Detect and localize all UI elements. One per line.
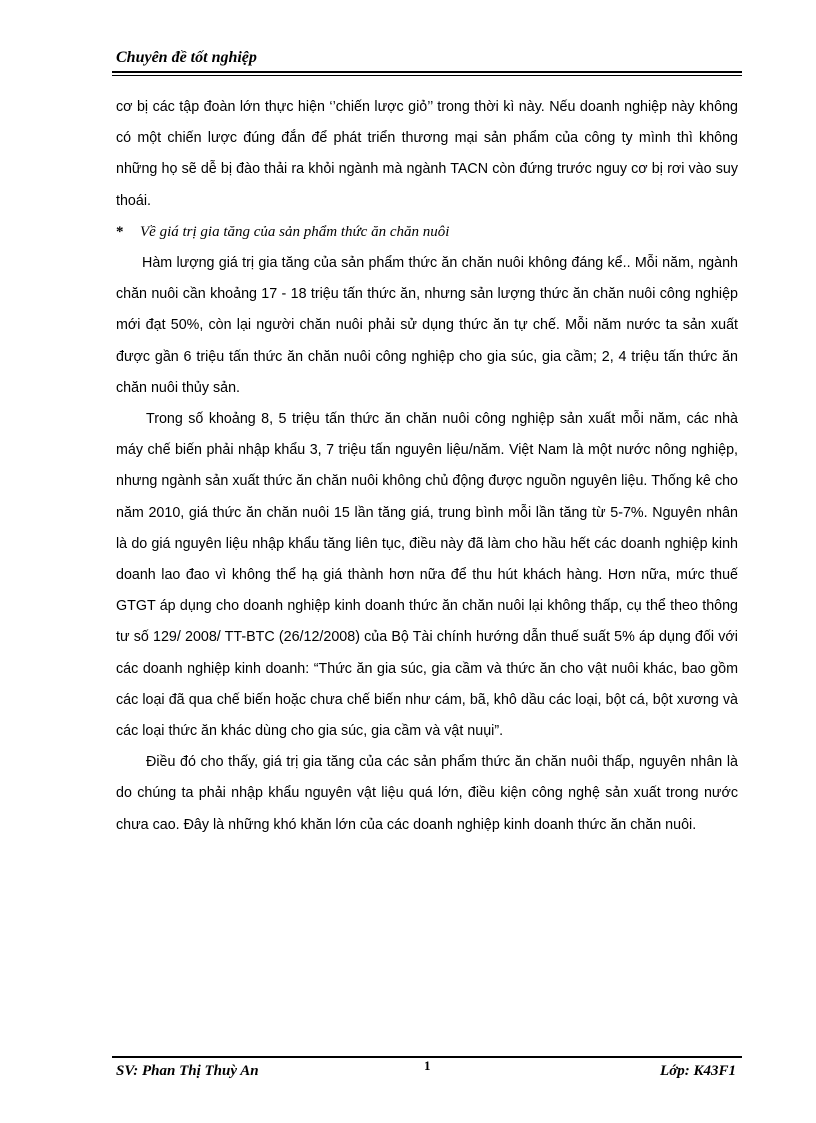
header-rule xyxy=(112,71,742,73)
document-body xyxy=(116,92,738,841)
bullet-heading xyxy=(116,217,738,248)
paragraph-3: Trong số khoảng 8, 5 triệu tấn thức ăn chăn nuôi công nghiệp sản xuất mỗi năm, các nhà máy chế biến phải nhập khẩu 3, 7 triệu tấn nguyên liệu/năm. Việt Nam là một nước nông nghiệp, nhưng ngành sản xuất thức ăn chăn nuôi không chủ động được nguồn nguyên liệu. Thống kê cho năm 2010, giá thức ăn chăn nuôi 15 lần tăng giá, trung bình mỗi lần tăng từ 5-7%. Nguyên nhân là do giá nguyên liệu nhập khẩu tăng liên tục, điều này đã làm cho hầu hết các doanh nghiệp kinh doanh lao đao vì không thể hạ giá thành hơn nữa để thu hút khách hàng. Hơn nữa, mức thuế GTGT áp dụng cho doanh nghiệp kinh doanh thức ăn chăn nuôi lại không thấp, cụ thể theo thông tư số 129/ 2008/ TT-BTC (26/12/2008) của Bộ Tài chính hướng dẫn thuế suất 5% áp dụng đối với các doanh nghiệp kinh doanh: “Thức ăn gia súc, gia cầm và thức ăn cho vật nuôi khác, bao gồm các loại đã qua chế biến hoặc chưa chế biến như cám, bã, khô dầu các loại, bột cá, bột xương và các loại thức ăn khác dùng cho gia súc, gia cầm và vật nuụi”. xyxy=(116,411,738,740)
paragraph-2: Hàm lượng giá trị gia tăng của sản phẩm thức ăn chăn nuôi không đáng kể.. Mỗi năm, ngành chăn nuôi cần khoảng 17 - 18 triệu tấn thức ăn, nhưng sản lượng thức ăn chăn nuôi công nghiệp mới đạt 50%, còn lại người chăn nuôi phải sử dụng thức ăn tự chế. Mỗi năm nước ta sản xuất được gần 6 triệu tấn thức ăn chăn nuôi công nghiệp cho gia súc, gia cầm; 2, 4 triệu tấn thức ăn chăn nuôi thủy sản. xyxy=(116,255,738,396)
paragraph-1: cơ bị các tập đoàn lớn thực hiện ‘’chiến lược giỏ’’ trong thời kì này. Nếu doanh nghiệp này không có một chiến lược đúng đắn để phát triển thương mại sản phẩm của công ty mình thì không những họ sẽ dễ bị đào thải ra khỏi ngành mà ngành TACN còn đứng trước nguy cơ bị rơi vào suy thoái. xyxy=(116,99,738,209)
footer-student-name: SV: Phan Thị Thuỳ An xyxy=(116,1063,259,1079)
header-title: Chuyên đề tốt nghiệp xyxy=(116,49,257,66)
header-rule-thin xyxy=(112,75,742,76)
page-number: 1 xyxy=(424,1058,431,1073)
bullet-heading-text: Về giá trị gia tăng của sản phẩm thức ăn chăn nuôi xyxy=(140,223,450,240)
footer-class: Lớp: K43F1 xyxy=(660,1063,736,1079)
paragraph-4: Điều đó cho thấy, giá trị gia tăng của các sản phẩm thức ăn chăn nuôi thấp, nguyên nhân là do chúng ta phải nhập khẩu nguyên vật liệu quá lớn, điều kiện công nghệ sản xuất trong nước chưa cao. Đây là những khó khăn lớn của các doanh nghiệp kinh doanh thức ăn chăn nuôi. xyxy=(116,754,738,833)
bullet-mark: * xyxy=(116,223,124,240)
